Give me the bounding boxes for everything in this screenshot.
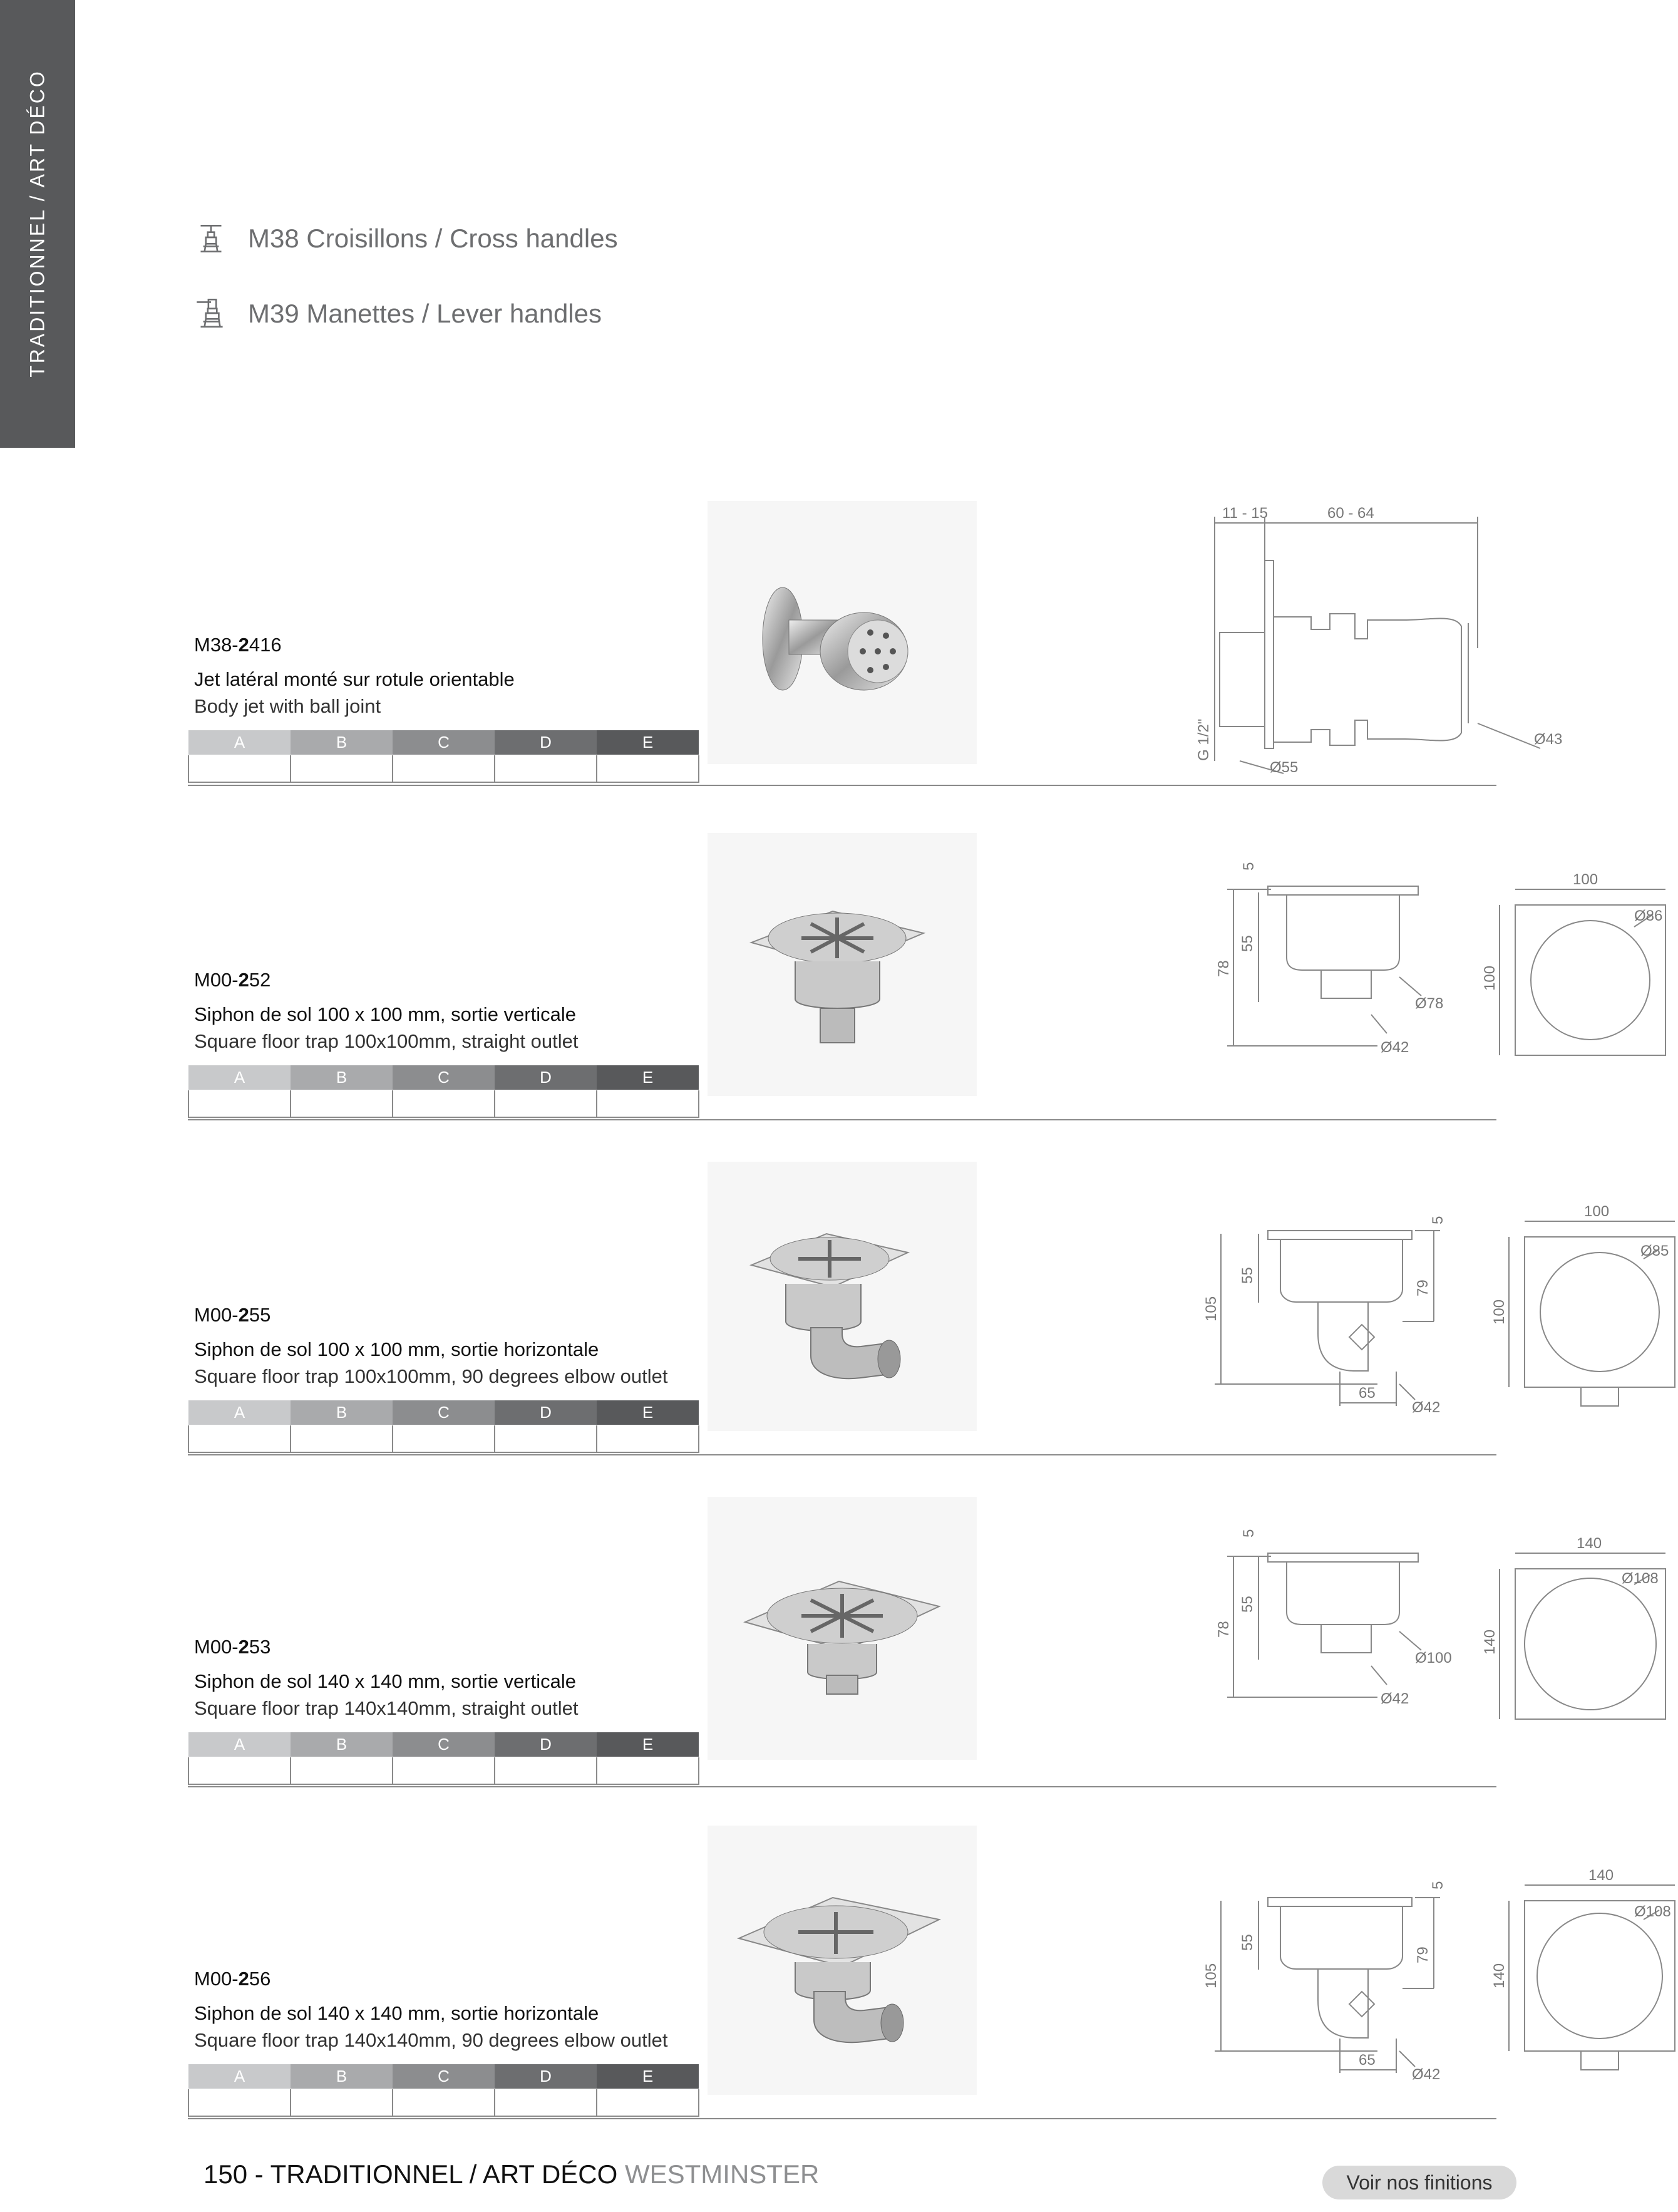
finish-cell — [597, 1757, 699, 1784]
finish-d: D — [495, 1400, 597, 1425]
dim-label: G 1/2" — [1195, 718, 1212, 761]
finish-cell — [188, 2089, 291, 2116]
dim-label: Ø42 — [1381, 1690, 1409, 1707]
finish-c: C — [393, 2064, 495, 2089]
technical-drawing — [1190, 1491, 1678, 1782]
dim-label: 55 — [1239, 1934, 1256, 1951]
dim-label: 5 — [1240, 1529, 1257, 1538]
finish-table — [188, 2064, 699, 2117]
finish-cell — [393, 1757, 495, 1784]
series-lever-handles — [192, 294, 602, 333]
finish-a: A — [188, 730, 291, 755]
dim-label: 5 — [1240, 862, 1257, 871]
technical-drawing — [1190, 827, 1678, 1118]
row-divider — [188, 1786, 1496, 1787]
finish-cell — [291, 2089, 393, 2116]
dim-label: 140 — [1588, 1867, 1614, 1884]
finish-b: B — [291, 1400, 393, 1425]
dim-label: 55 — [1239, 1596, 1256, 1613]
row-divider — [188, 2118, 1496, 2119]
finish-b: B — [291, 730, 393, 755]
product-name-en: Body jet with ball joint — [194, 695, 381, 717]
dim-label: Ø108 — [1622, 1570, 1659, 1587]
dim-label: 100 — [1584, 1203, 1610, 1220]
product-photo — [708, 833, 977, 1096]
finish-d: D — [495, 1065, 597, 1090]
finish-cell — [393, 1425, 495, 1452]
product-code: M00-253 — [194, 1636, 271, 1658]
finish-cell — [291, 1090, 393, 1117]
finish-cell — [291, 1757, 393, 1784]
finish-d: D — [495, 1732, 597, 1757]
side-tab-label: TRADITIONNEL / ART DÉCO — [26, 70, 49, 378]
finish-cell — [291, 1425, 393, 1452]
dim-label: Ø42 — [1381, 1039, 1409, 1056]
finish-c: C — [393, 1065, 495, 1090]
product-name-en: Square floor trap 100x100mm, 90 degrees elbow outlet — [194, 1365, 668, 1387]
dim-label: 79 — [1414, 1946, 1431, 1963]
dim-label: 5 — [1429, 1216, 1446, 1224]
product-name-fr: Jet latéral monté sur rotule orientable — [194, 668, 515, 690]
product-name-en: Square floor trap 140x140mm, 90 degrees elbow outlet — [194, 2029, 668, 2051]
product-name-en: Square floor trap 140x140mm, straight outlet — [194, 1697, 579, 1719]
finish-e: E — [597, 2064, 699, 2089]
product-row — [188, 1816, 1671, 2117]
finish-cell — [188, 755, 291, 782]
dim-label: Ø108 — [1634, 1903, 1671, 1920]
product-row — [188, 1484, 1659, 1785]
product-row — [188, 1152, 1669, 1453]
finish-c: C — [393, 1732, 495, 1757]
finish-e: E — [597, 730, 699, 755]
dim-label: 140 — [1577, 1535, 1602, 1552]
dim-label: 65 — [1359, 1385, 1376, 1402]
finish-a: A — [188, 1732, 291, 1757]
finish-cell — [188, 1425, 291, 1452]
dim-label: Ø43 — [1534, 731, 1563, 748]
series-label: M38 Croisillons / Cross handles — [248, 224, 618, 253]
dim-label: 5 — [1429, 1881, 1446, 1889]
finish-cell — [495, 755, 597, 782]
row-divider — [188, 1454, 1496, 1455]
finish-table — [188, 1065, 699, 1118]
dim-label: 140 — [1481, 1629, 1498, 1655]
dim-label: 60 - 64 — [1327, 505, 1374, 522]
dim-label: 100 — [1481, 965, 1498, 991]
finish-a: A — [188, 1400, 291, 1425]
finish-e: E — [597, 1065, 699, 1090]
finish-a: A — [188, 1065, 291, 1090]
technical-drawing — [1190, 1819, 1678, 2117]
footer-title — [203, 2159, 819, 2189]
dim-label: Ø85 — [1640, 1243, 1669, 1259]
footer-title-collection: WESTMINSTER — [624, 2159, 820, 2189]
dim-label: Ø78 — [1415, 995, 1444, 1012]
finish-cell — [291, 755, 393, 782]
finish-b: B — [291, 1065, 393, 1090]
product-code: M00-255 — [194, 1304, 271, 1326]
footer-title-main: 150 - TRADITIONNEL / ART DÉCO — [203, 2159, 618, 2189]
dim-label: 11 - 15 — [1222, 505, 1268, 522]
dim-label: 100 — [1491, 1299, 1508, 1325]
product-code: M00-252 — [194, 969, 271, 991]
dim-label: Ø86 — [1634, 907, 1663, 924]
dim-label: 55 — [1239, 935, 1256, 952]
product-name-en: Square floor trap 100x100mm, straight outlet — [194, 1030, 579, 1052]
finish-cell — [597, 1425, 699, 1452]
finish-d: D — [495, 2064, 597, 2089]
finish-cell — [597, 1090, 699, 1117]
product-row — [188, 820, 1663, 1121]
dim-label: Ø55 — [1270, 759, 1299, 776]
technical-drawing — [1190, 498, 1665, 777]
finish-table — [188, 1732, 699, 1785]
row-divider — [188, 1119, 1496, 1120]
cross-handle-icon — [192, 219, 230, 258]
floor-trap-image — [708, 833, 977, 1096]
finish-c: C — [393, 1400, 495, 1425]
dim-label: 78 — [1215, 960, 1232, 977]
product-name-fr: Siphon de sol 100 x 100 mm, sortie verticale — [194, 1003, 576, 1025]
finish-cell — [597, 2089, 699, 2116]
finish-cell — [393, 755, 495, 782]
dim-label: 100 — [1573, 871, 1598, 888]
product-name-fr: Siphon de sol 140 x 140 mm, sortie horizontale — [194, 2002, 599, 2024]
side-tab — [0, 0, 75, 448]
finish-table — [188, 730, 699, 783]
floor-trap-elbow-image — [708, 1162, 977, 1431]
dim-label: 105 — [1203, 1296, 1220, 1321]
finish-cell — [495, 1757, 597, 1784]
dim-label: Ø42 — [1412, 1399, 1441, 1416]
finish-c: C — [393, 730, 495, 755]
floor-trap-image — [708, 1497, 977, 1760]
dim-label: 105 — [1203, 1963, 1220, 1988]
finish-a: A — [188, 2064, 291, 2089]
finish-cell — [393, 2089, 495, 2116]
dim-label: 79 — [1414, 1279, 1431, 1296]
dim-label: 140 — [1491, 1963, 1508, 1988]
finish-b: B — [291, 1732, 393, 1757]
dim-label: Ø100 — [1415, 1650, 1452, 1667]
finish-cell — [393, 1090, 495, 1117]
product-photo — [708, 1497, 977, 1760]
finish-cell — [495, 1090, 597, 1117]
finish-d: D — [495, 730, 597, 755]
finish-e: E — [597, 1732, 699, 1757]
product-row — [188, 488, 1563, 789]
product-photo — [708, 501, 977, 764]
finish-b: B — [291, 2064, 393, 2089]
product-name-fr: Siphon de sol 140 x 140 mm, sortie verticale — [194, 1670, 576, 1692]
product-code: M38-2416 — [194, 634, 282, 656]
finish-e: E — [597, 1400, 699, 1425]
dim-label: Ø42 — [1412, 2066, 1441, 2083]
finish-cell — [188, 1090, 291, 1117]
dim-label: 65 — [1359, 2052, 1376, 2069]
technical-drawing — [1190, 1155, 1678, 1453]
finish-cell — [495, 1425, 597, 1452]
product-photo — [708, 1162, 977, 1431]
lever-handle-icon — [192, 294, 230, 333]
finish-cell — [188, 1757, 291, 1784]
finish-table — [188, 1400, 699, 1453]
floor-trap-elbow-image — [708, 1826, 977, 2095]
finish-cell — [597, 755, 699, 782]
product-name-fr: Siphon de sol 100 x 100 mm, sortie horizontale — [194, 1338, 599, 1360]
product-photo — [708, 1826, 977, 2095]
product-code: M00-256 — [194, 1968, 271, 1990]
series-cross-handles — [192, 219, 618, 258]
view-finishes-button[interactable]: Voir nos finitions — [1322, 2166, 1516, 2199]
finish-cell — [495, 2089, 597, 2116]
dim-label: 55 — [1239, 1267, 1256, 1284]
series-label: M39 Manettes / Lever handles — [248, 299, 602, 328]
body-jet-image — [708, 501, 977, 764]
row-divider — [188, 785, 1496, 786]
dim-label: 78 — [1215, 1621, 1232, 1638]
